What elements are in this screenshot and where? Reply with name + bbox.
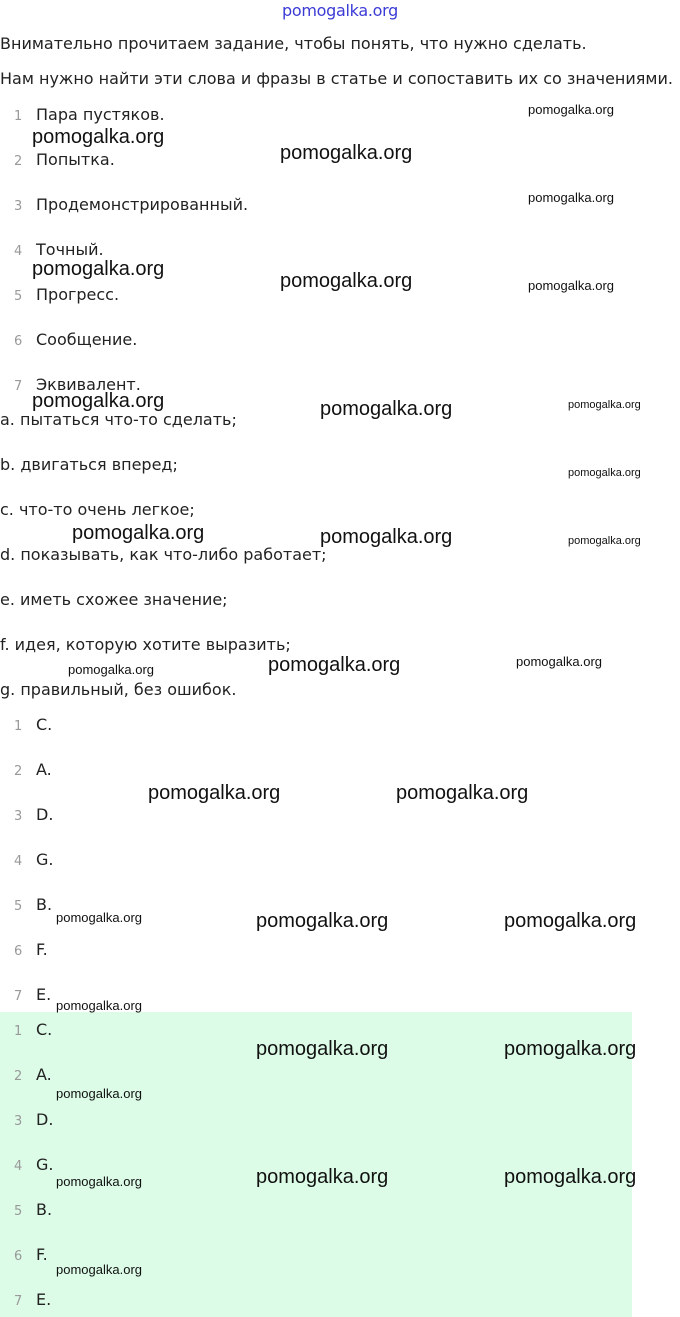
watermark: pomogalka.org: [528, 102, 614, 117]
answer-text: E.: [36, 985, 52, 1004]
answer-item: [14, 940, 48, 962]
watermark: pomogalka.org: [516, 654, 602, 669]
watermark: pomogalka.org: [56, 910, 142, 925]
word-text: Пара пустяков.: [36, 105, 165, 124]
answer-box-text: C.: [36, 1020, 53, 1039]
answer-text: F.: [36, 940, 48, 959]
watermark: pomogalka.org: [72, 522, 205, 544]
watermark: pomogalka.org: [568, 535, 641, 547]
word-item: [14, 105, 165, 127]
watermark: pomogalka.org: [148, 782, 281, 804]
intro-paragraph-2: Нам нужно найти эти слова и фразы в статье и сопоставить их со значениями.: [0, 69, 673, 88]
answer-box-item: [14, 1200, 52, 1222]
answer-number: 6: [14, 944, 23, 959]
watermark: pomogalka.org: [56, 998, 142, 1013]
watermark: pomogalka.org: [568, 399, 641, 411]
definition-item: b. двигаться вперед;: [0, 455, 178, 474]
answer-box-number: 1: [14, 1024, 23, 1039]
answer-box-text: D.: [36, 1110, 54, 1129]
answer-box-number: 5: [14, 1204, 23, 1219]
definition-item: c. что-то очень легкое;: [0, 500, 195, 519]
answer-box-text: F.: [36, 1245, 48, 1264]
answer-box-item: [14, 1110, 53, 1132]
answer-item: [14, 760, 52, 782]
answer-number: 3: [14, 809, 23, 824]
answer-number: 5: [14, 899, 23, 914]
watermark: pomogalka.org: [32, 390, 165, 412]
answer-text: A.: [36, 760, 52, 779]
word-text: Точный.: [36, 240, 104, 259]
word-text: Попытка.: [36, 150, 115, 169]
answer-box-text: B.: [36, 1200, 53, 1219]
watermark: pomogalka.org: [568, 467, 641, 479]
word-text: Сообщение.: [36, 330, 138, 349]
watermark: pomogalka.org: [68, 662, 154, 677]
watermark: pomogalka.org: [320, 398, 453, 420]
watermark: pomogalka.org: [528, 190, 614, 205]
answer-text: D.: [36, 805, 54, 824]
answer-number: 1: [14, 719, 23, 734]
watermark: pomogalka.org: [504, 1166, 637, 1188]
word-text: Прогресс.: [36, 285, 120, 304]
definition-item: a. пытаться что-то сделать;: [0, 410, 237, 429]
word-item: [14, 285, 119, 307]
answer-item: [14, 715, 52, 737]
answer-box-text: G.: [36, 1155, 54, 1174]
watermark: pomogalka.org: [280, 142, 413, 164]
answer-text: B.: [36, 895, 53, 914]
answer-box-text: A.: [36, 1065, 52, 1084]
answer-box-item: [14, 1245, 48, 1267]
watermark: pomogalka.org: [528, 278, 614, 293]
word-text: Продемонстрированный.: [36, 195, 249, 214]
watermark: pomogalka.org: [268, 654, 401, 676]
word-number: 4: [14, 244, 23, 259]
watermark: pomogalka.org: [56, 1086, 142, 1101]
answer-number: 2: [14, 764, 23, 779]
definition-item: g. правильный, без ошибок.: [0, 680, 237, 699]
answer-box-item: [14, 1290, 51, 1312]
answer-box-number: 2: [14, 1069, 23, 1084]
answer-box-number: 6: [14, 1249, 23, 1264]
answer-box-item: [14, 1020, 52, 1042]
word-number: 1: [14, 109, 23, 124]
word-number: 7: [14, 379, 23, 394]
answer-box-number: 4: [14, 1159, 23, 1174]
watermark: pomogalka.org: [32, 126, 165, 148]
word-number: 3: [14, 199, 23, 214]
watermark: pomogalka.org: [32, 258, 165, 280]
watermark: pomogalka.org: [504, 910, 637, 932]
answer-number: 7: [14, 989, 23, 1004]
answer-item: [14, 805, 53, 827]
answer-box-item: [14, 1065, 52, 1087]
header-site-link[interactable]: pomogalka.org: [282, 1, 398, 20]
definition-item: d. показывать, как что-либо работает;: [0, 545, 327, 564]
definition-item: f. идея, которую хотите выразить;: [0, 635, 291, 654]
watermark: pomogalka.org: [256, 1038, 389, 1060]
word-item: [14, 150, 115, 172]
word-item: [14, 195, 248, 217]
definition-item: e. иметь схожее значение;: [0, 590, 228, 609]
watermark: pomogalka.org: [396, 782, 529, 804]
watermark: pomogalka.org: [280, 270, 413, 292]
answer-box-number: 7: [14, 1294, 23, 1309]
answer-box-item: [14, 1155, 53, 1177]
intro-paragraph-1: Внимательно прочитаем задание, чтобы понять, что нужно сделать.: [0, 34, 587, 53]
watermark: pomogalka.org: [504, 1038, 637, 1060]
answer-number: 4: [14, 854, 23, 869]
watermark: pomogalka.org: [56, 1174, 142, 1189]
answer-box-number: 3: [14, 1114, 23, 1129]
answer-item: [14, 850, 53, 872]
watermark: pomogalka.org: [56, 1262, 142, 1277]
word-number: 6: [14, 334, 23, 349]
answer-box-text: E.: [36, 1290, 52, 1309]
word-number: 2: [14, 154, 23, 169]
answer-text: C.: [36, 715, 53, 734]
word-text: Эквивалент.: [36, 375, 141, 394]
answer-item: [14, 985, 51, 1007]
watermark: pomogalka.org: [256, 910, 389, 932]
watermark: pomogalka.org: [320, 526, 453, 548]
word-number: 5: [14, 289, 23, 304]
word-item: [14, 330, 137, 352]
answer-text: G.: [36, 850, 54, 869]
answer-item: [14, 895, 52, 917]
watermark: pomogalka.org: [256, 1166, 389, 1188]
